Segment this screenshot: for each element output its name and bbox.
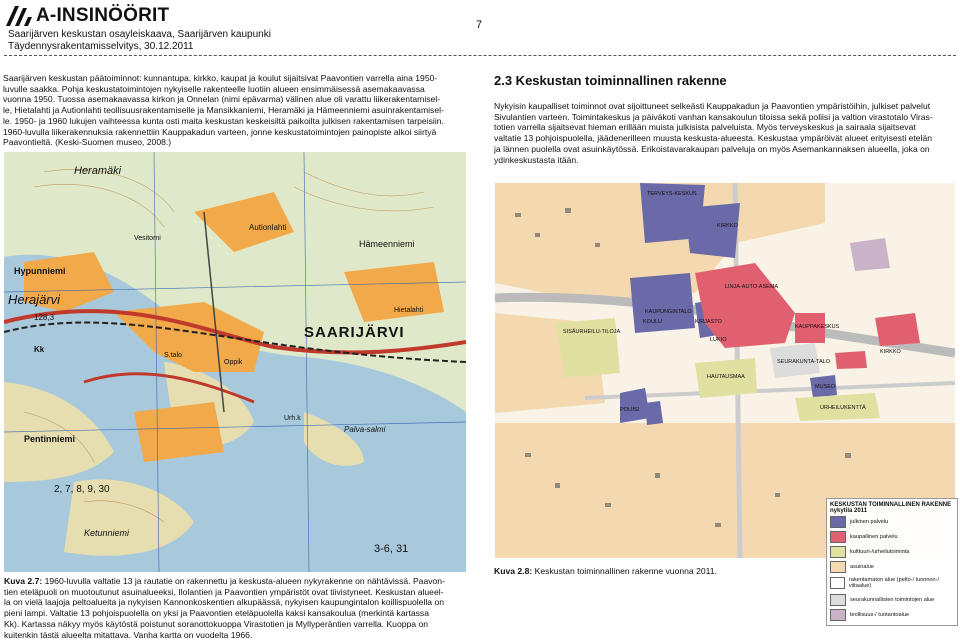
legend-swatch — [830, 594, 846, 606]
map-label-sheet1: 2, 7, 8, 9, 30 — [54, 484, 110, 495]
map-label-pentinniemi: Pentinniemi — [24, 434, 76, 444]
map-label-palva: Palva-salmi — [344, 425, 386, 434]
text-line: ydinkeskustasta itään. — [494, 154, 579, 165]
legend-item — [830, 529, 954, 544]
map-label-terveyskeskus: TERVEYS-KESKUS — [647, 191, 697, 197]
map-label-hypunniemi: Hypunniemi — [14, 266, 66, 276]
text-line: tien eteläpuoli on muotoutunut asuinalueeksi, Ilolantien ja Paavontien ympäristöt ovat tiivistyneet. Keskustan alueel- — [4, 586, 444, 597]
map-label-kaupungintalo: KAUPUNGINTALO — [645, 309, 692, 315]
map-label-heramaki: Heramäki — [74, 165, 122, 177]
text-line: 1960-luvulla liikerakennuksia rakennettiin Kauppakadun varteen, jonne keskustatoimintojen painopiste alkoi siirtyä — [3, 126, 437, 137]
legend-panel — [826, 498, 958, 626]
logo-mark-icon — [6, 6, 32, 26]
caption-text: 1960-luvulla valtatie 13 ja rautatie on rakennettu ja keskusta-alueen nykyrakenne on nähtävissä. Paavon- — [42, 576, 445, 586]
text-line: luvulle saakka. Pohja keskustatoimintojen nykyiselle rakenteelle luotiin alueen ensimmäisessä asemakaavassa — [3, 83, 425, 94]
legend-title: KESKUSTAN TOIMINNALLINEN RAKENNE nykytila 2011 — [830, 502, 952, 514]
legend-item — [830, 592, 954, 607]
legend-item — [830, 544, 954, 559]
map-label-opp: Oppik — [224, 359, 243, 366]
company-logo — [6, 5, 181, 27]
legend-label: kulttuuri-/urheilutoiminta — [850, 548, 910, 555]
map-label-kirkko-south: KIRKKO — [880, 349, 901, 355]
legend-item — [830, 607, 954, 622]
legend-swatch — [830, 609, 846, 621]
caption-text: Keskustan toiminnallinen rakenne vuonna 2011. — [532, 566, 717, 576]
header-divider — [4, 55, 956, 56]
text-line — [4, 576, 462, 587]
map-label-lake-level: 128,3 — [34, 313, 55, 322]
legend-item — [830, 559, 954, 574]
map-label-hameenniemi: Hämeenniemi — [359, 239, 415, 249]
document-subtitle: Saarijärven keskustan osayleiskaava, Saarijärven kaupunki — [8, 29, 271, 40]
map-label-kirjasto: KIRJASTO — [695, 319, 722, 325]
map-label-seurakuntatalo: SEURAKUNTA-TALO — [777, 359, 830, 365]
document-date: Täydennysrakentamisselvitys, 30.12.2011 — [8, 41, 194, 52]
text-line: kuitenkin tästä alueelta mitattava. Vanha kartta on vuodelta 1966. — [4, 629, 253, 640]
caption-label: Kuva 2.8: — [494, 566, 533, 576]
map-label-kk: Kk — [34, 345, 45, 354]
legend-swatch — [830, 531, 846, 543]
legend-swatch — [830, 577, 845, 589]
map-label-hietalahti: Hietalahti — [394, 307, 424, 314]
text-line: Paavontieltä. (Keski-Suomen museo, 2008.) — [3, 137, 172, 148]
legend-item — [830, 514, 954, 529]
map-label-lukio: LUKIO — [710, 337, 727, 343]
map-label-saarijarvi: SAARIJÄRVI — [304, 324, 405, 341]
text-line: pieni lampi. Valtatie 13 pohjoispuolella on yksi ja Paavontien eteläpuolella kaksi kansakoulua (merkintä kartassa — [4, 608, 429, 619]
legend-label: julkinen palvelu — [850, 518, 889, 525]
legend-label: teollisuus-/ tuotantoalue — [850, 611, 910, 618]
text-line: Saarijärven keskustan päätoiminnot: kunnantupa, kirkko, kaupat ja koulut sijaitsivat Paavontien varrella aina 1950- — [3, 73, 438, 83]
map-label-urheilukentta: URHEILUKENTTÄ — [820, 405, 866, 411]
legend-label: rakentamaton alue (pelto-/ luonnon-/ viitaalue) — [848, 577, 940, 589]
legend-swatch — [830, 516, 846, 528]
map-label-kirkko-north: KIRKKO — [717, 223, 738, 229]
page-number: 7 — [476, 19, 483, 31]
left-figure-caption — [4, 576, 462, 640]
historic-topographic-map — [4, 152, 466, 572]
right-figure-caption — [494, 566, 717, 577]
text-line: vuonna 1950. Tuossa asemakaavassa kirkon ja Onnelan (nimi epävarma) välinen alue oli varattu liikerakentamisel- — [3, 94, 441, 105]
legend-label: asuinalue — [850, 563, 874, 570]
legend-label: kaupallinen palvelu — [850, 533, 898, 540]
text-line: Kk). Kartassa näkyy myös käytöstä poistunut soranottokuoppa Virastotien ja Myllyperäntien varrella. Kuoppa on — [4, 618, 429, 629]
text-line: le. 1950- ja 1960 lukujen vaihteessa kunta osti maita keskustan keskeisiltä paikoilta julkisen rakentamisen tarpeisiin. — [3, 115, 444, 126]
legend-label: seurakunnallisten toimintojen alue — [850, 596, 935, 603]
map-label-vesitorni: Vesitorni — [134, 235, 161, 242]
map-label-urh: Urh.k — [284, 415, 301, 422]
section-heading: 2.3 Keskustan toiminnallinen rakenne — [494, 73, 727, 88]
map-label-sheet2: 3-6, 31 — [374, 543, 409, 555]
legend-swatch — [830, 561, 846, 573]
map-label-museo: MUSEO — [815, 384, 836, 390]
legend-swatch — [830, 546, 846, 558]
map-label-sisa: SISÄURHEILU-TILOJA — [563, 329, 621, 335]
text-line: Nykyisin kaupalliset toiminnot ovat sijoittuneet selkeästi Kauppakadun ja Paavontien ympäristöihin, julkiset palvelut — [494, 101, 931, 111]
caption-label: Kuva 2.7: — [4, 576, 43, 586]
map-label-kauppakeskus: KAUPPAKESKUS — [795, 324, 840, 330]
text-line: la on vielä laajoja peltoalueita ja nykyisen Kannonkoskentien alkupäässä, nykyisen kaupungintalon koillispuolella on — [4, 597, 445, 608]
left-intro-paragraph — [3, 73, 459, 148]
text-line: Sivulantien varteen. Toimintakeskus ja päiväkoti vanhan kansakoulun tiloissa sekä poliisi ja valtion virastotalo Viras- — [494, 111, 933, 122]
map-label-herajarvi: Herajärvi — [8, 292, 61, 307]
text-line: le, Hietalahti ja Autionlahti teollisuusrakentamiselle ja Mansikkaniemi, Heramäki ja Hämeenniemi asuinrakentamisel- — [3, 105, 444, 116]
right-intro-paragraph — [494, 101, 952, 165]
text-line: ja lännen puolella ovat asuinkäytössä. Erikoistavarakaupan palveluja on myös Asemankannaksen alueella, joka on — [494, 143, 930, 154]
logo-text: A-INSINÖÖRIT — [36, 5, 170, 26]
map-label-koulu: KOULU — [643, 319, 662, 325]
text-line: totien varrella sijaitsevat hieman erillään muista julkisista palveluista. Myös terveyskeskus ja sairaala sijaitsevat — [494, 122, 916, 133]
map-label-hautausmaa: HAUTAUSMAA — [707, 374, 745, 380]
map-label-stalo: S.talo — [164, 352, 182, 359]
map-label-autionlahti: Autionlahti — [249, 223, 287, 232]
map-label-ketunniemi: Ketunniemi — [84, 528, 130, 538]
text-line: valtatie 13 pohjoispuolella, jäädenerilleen muusta keskusta-alueesta. Keskustaa ympäröivät alueet erityisesti etelän — [494, 133, 933, 144]
map-label-poliisi: POLIISI — [620, 407, 640, 413]
map-label-linja: LINJA-AUTO-ASEMA — [725, 284, 779, 290]
legend-item — [830, 574, 954, 592]
